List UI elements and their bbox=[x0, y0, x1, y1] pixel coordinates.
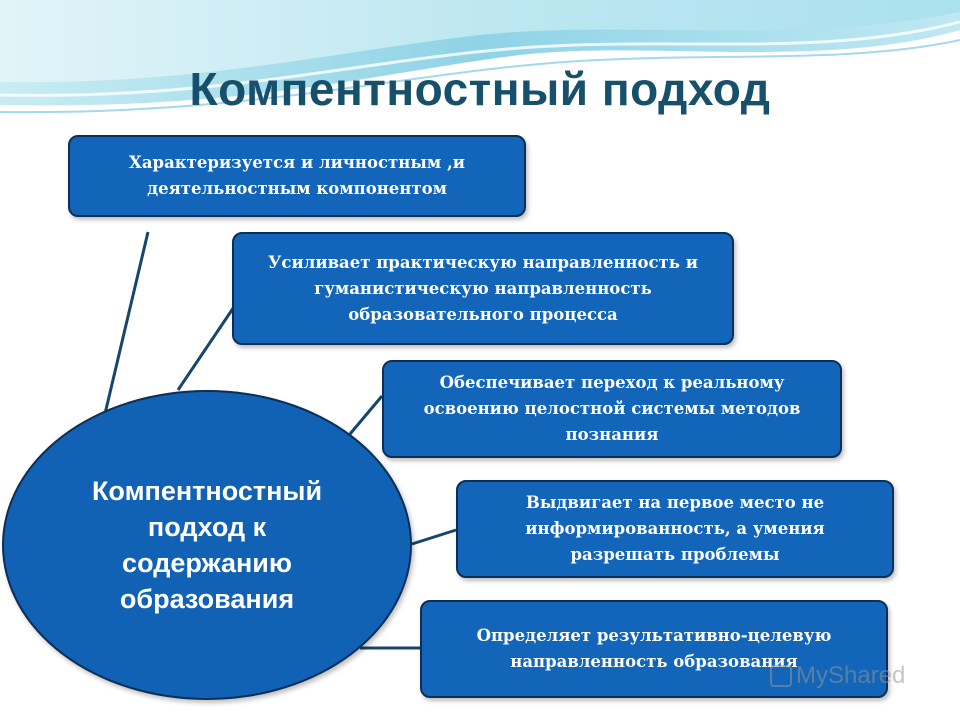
connector-line bbox=[178, 298, 240, 390]
feature-box-puts-forward: Выдвигает на первое место не информированность, а умения разрешать проблемы bbox=[456, 480, 894, 578]
watermark-text: MyShared bbox=[796, 662, 906, 689]
feature-box-enhances: Усиливает практическую направленность и гуманистическую направленность образовательного процесса bbox=[232, 232, 734, 345]
connector-line bbox=[412, 530, 456, 544]
connector-line bbox=[350, 396, 382, 434]
connector-line bbox=[104, 232, 148, 418]
feature-box-characterizes: Характеризуется и личностным ,и деятельностным компонентом bbox=[68, 135, 526, 217]
watermark bbox=[770, 662, 905, 690]
watermark-logo-icon bbox=[770, 665, 792, 687]
feature-box-defines: Определяет результативно-целевую направленность образования bbox=[420, 600, 888, 698]
central-concept-ellipse: Компентностный подход к содержанию образования bbox=[2, 390, 412, 700]
slide-title: Компентностный подход bbox=[189, 63, 771, 115]
feature-box-ensures: Обеспечивает переход к реальному освоению целостной системы методов познания bbox=[382, 360, 842, 458]
